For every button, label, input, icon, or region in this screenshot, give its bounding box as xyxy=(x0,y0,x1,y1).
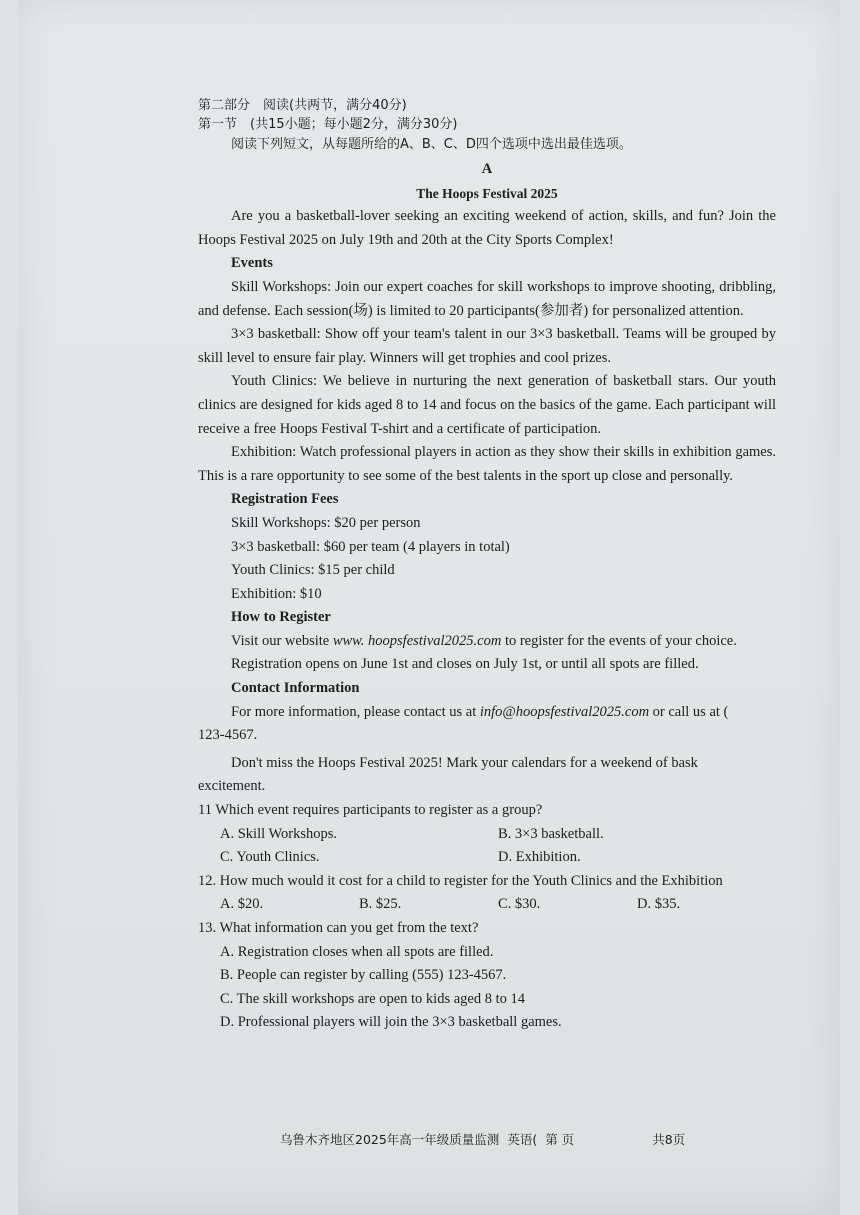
section-heading: 第一节 (共15小题；每小题2分，满分30分) xyxy=(198,117,458,132)
event-youth-clinics: Youth Clinics: We believe in nurturing the next generation of basketball stars. Our youth clinics are designed for kids aged 8 to 14 and focus on the basics of the game. Each participant will receive a free Hoops Festival T-shirt and a certificate of participation. xyxy=(198,373,776,437)
answer-option[interactable]: B. 3×3 basketball. xyxy=(498,825,604,842)
answer-option[interactable]: A. Skill Workshops. xyxy=(220,825,337,842)
answer-option[interactable]: D. Exhibition. xyxy=(498,849,581,866)
contact-phone: 123-4567. xyxy=(198,727,258,744)
event-exhibition: Exhibition: Watch professional players in action as they show their skills in exhibition games. This is a rare opportunity to see some of the best talents in the sport up close and personally. xyxy=(198,444,776,484)
question-options xyxy=(198,823,776,847)
register-paragraph xyxy=(198,630,776,654)
exam-page xyxy=(198,96,776,1035)
fee-item: Skill Workshops: $20 per person xyxy=(231,514,421,531)
closing-line-2: excitement. xyxy=(198,778,266,795)
contact-heading: Contact Information xyxy=(231,680,360,697)
event-3x3-basketball: 3×3 basketball: Show off your team's talent in our 3×3 basketball. Teams will be grouped by skill level to ensure fair play. Winners will get trophies and cool prizes. xyxy=(198,326,776,366)
question-stem: 11 Which event requires participants to register as a group? xyxy=(198,802,543,819)
answer-option[interactable]: A. $20. xyxy=(220,896,264,913)
contact-text: For more information, please contact us at xyxy=(231,703,480,720)
answer-option[interactable]: D. Professional players will join the 3×3 basketball games. xyxy=(220,1014,562,1031)
total-pages: 共8页 xyxy=(652,1132,686,1147)
page-footer xyxy=(280,1130,740,1148)
fee-item: Youth Clinics: $15 per child xyxy=(231,562,395,579)
closing-line: Don't miss the Hoops Festival 2025! Mark your calendars for a weekend of bask xyxy=(231,754,698,771)
contact-paragraph xyxy=(198,701,776,725)
answer-option[interactable]: A. Registration closes when all spots are filled. xyxy=(220,943,494,960)
register-heading: How to Register xyxy=(231,609,331,626)
answer-option[interactable]: B. $25. xyxy=(359,896,402,913)
answer-option[interactable]: C. Youth Clinics. xyxy=(220,849,320,866)
question-stem: 13. What information can you get from the text? xyxy=(198,920,479,936)
answer-option[interactable]: C. $30. xyxy=(498,896,541,913)
question-options xyxy=(198,893,776,917)
register-dates: Registration opens on June 1st and closes on July 1st, or until all spots are filled. xyxy=(231,656,699,673)
part-heading: 第二部分 阅读(共两节，满分40分) xyxy=(198,98,407,113)
fee-item: Exhibition: $10 xyxy=(231,585,322,602)
question-stem: 12. How much would it cost for a child to register for the Youth Clinics and the Exhibition xyxy=(198,872,723,889)
fee-item: 3×3 basketball: $60 per team (4 players in total) xyxy=(231,538,510,555)
answer-option[interactable]: C. The skill workshops are open to kids aged 8 to 14 xyxy=(220,990,526,1007)
answer-option[interactable]: D. $35. xyxy=(637,896,681,913)
website-link[interactable]: www. hoopsfestival2025.com xyxy=(332,632,502,649)
events-heading: Events xyxy=(231,255,273,272)
passage-letter: A xyxy=(481,161,493,177)
intro-paragraph: Are you a basketball-lover seeking an exciting weekend of action, skills, and fun? Join the Hoops Festival 2025 on July 19th and 20th at the City Sports Complex! xyxy=(198,208,776,248)
fees-heading: Registration Fees xyxy=(231,491,339,508)
register-text: Visit our website xyxy=(231,632,333,649)
passage-title: The Hoops Festival 2025 xyxy=(416,185,558,201)
page-number: 第 页 xyxy=(545,1132,575,1147)
answer-option[interactable]: B. People can register by calling (555) 123-4567. xyxy=(220,967,507,984)
contact-text: or call us at ( xyxy=(649,703,729,720)
register-text: to register for the events of your choice. xyxy=(501,632,737,649)
exam-name: 乌鲁木齐地区2025年高一年级质量监测 xyxy=(280,1132,500,1147)
question-options xyxy=(198,846,776,870)
instruction: 阅读下列短文，从每题所给的A、B、C、D四个选项中选出最佳选项。 xyxy=(231,137,632,152)
contact-email[interactable]: info@hoopsfestival2025.com xyxy=(479,703,650,720)
event-skill-workshops: Skill Workshops: Join our expert coaches for skill workshops to improve shooting, dribbling, and defense. Each session(场) is limited to 20 participants(参加者) for personalized attention. xyxy=(198,278,776,319)
subject-name: 英语( xyxy=(507,1132,538,1147)
